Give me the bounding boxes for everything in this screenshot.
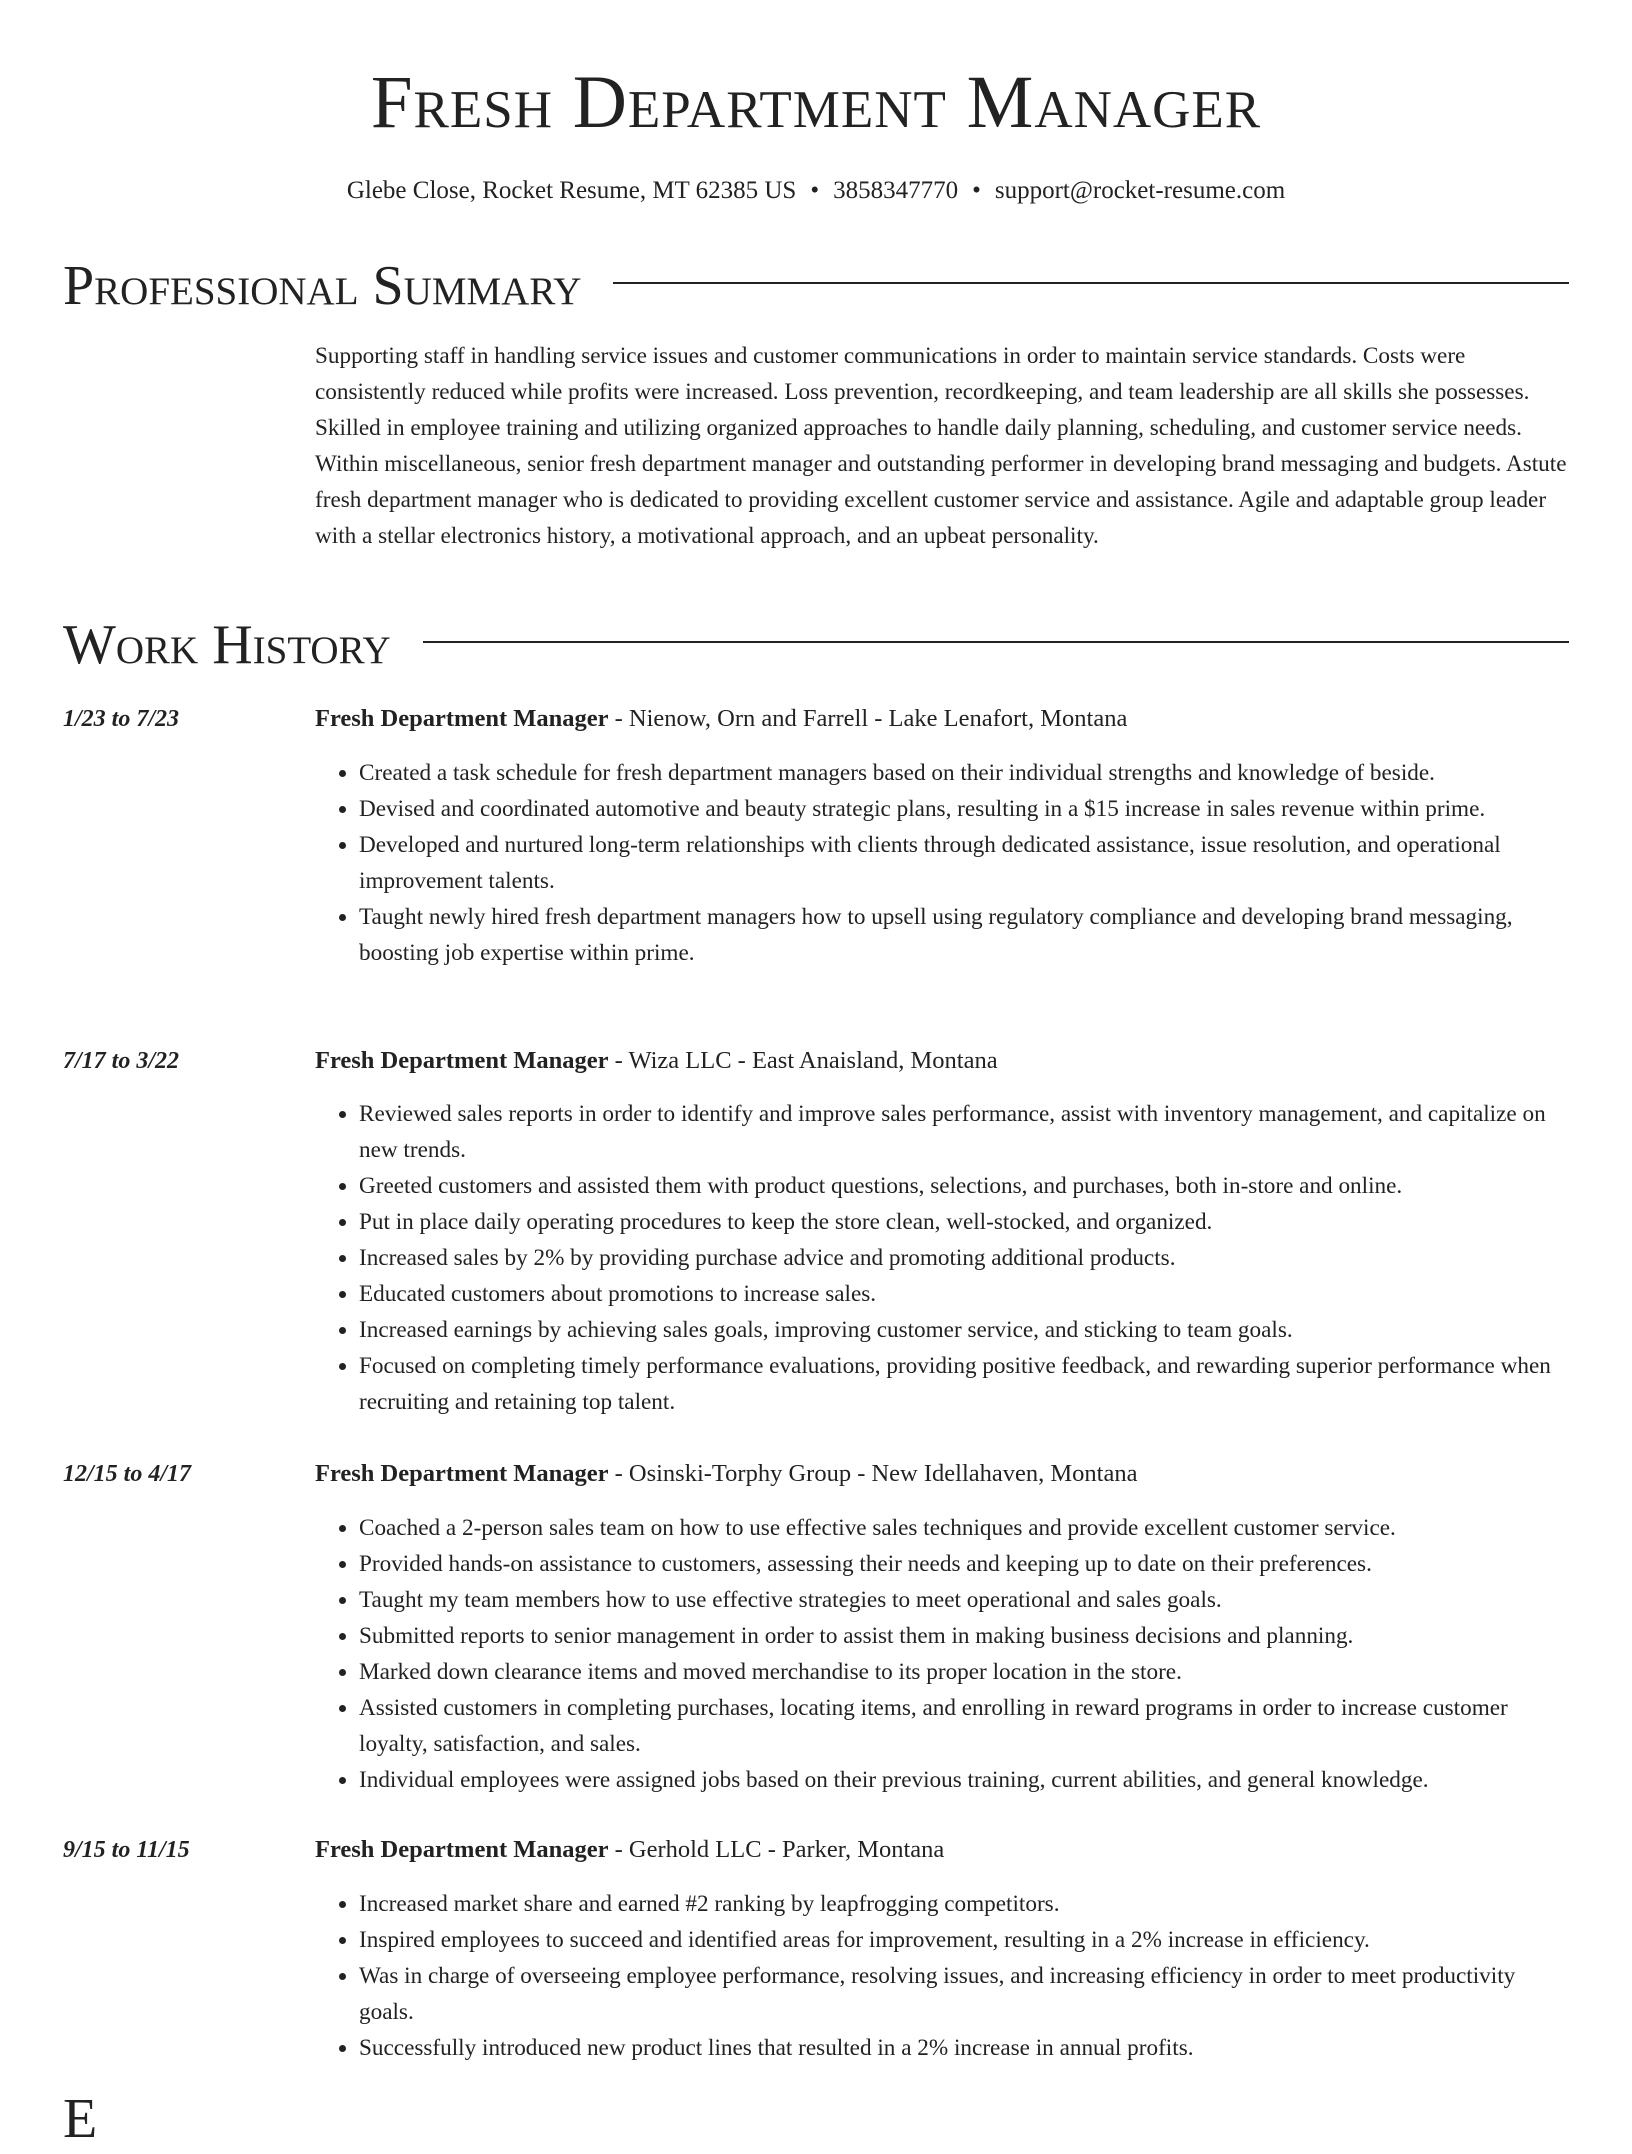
list-item: • Successfully introduced new product lines that resulted in a 2% increase in annual profits. <box>359 2030 1570 2066</box>
summary-text: Supporting staff in handling service issues and customer communications in order to maintain service standards. Costs were consistently reduced while profits were increased. Loss prevention, recordkeeping, and team leadership are all skills she possesses. Skilled in employee training and utilizing organized approaches to handle daily planning, scheduling, and customer service needs. Within miscellaneous, senior fresh department manager and outstanding performer in developing brand messaging and budgets. Astute fresh department manager who is dedicated to providing excellent customer service and assistance. Agile and adaptable group leader with a stellar electronics history, a motivational approach, and an upbeat personality. <box>315 343 1567 549</box>
list-item: • Was in charge of overseeing employee performance, resolving issues, and increasing efficiency in order to meet productivity goals. <box>359 1958 1570 2030</box>
job-dates: 7/17 to 3/22 <box>63 1048 180 1074</box>
job-heading <box>315 701 1570 737</box>
job-dates: 12/15 to 4/17 <box>63 1461 192 1487</box>
contact-phone: 3858347770 <box>833 177 959 204</box>
list-item: • Increased market share and earned #2 ranking by leapfrogging competitors. <box>359 1886 1570 1922</box>
job-bullets <box>315 755 1570 971</box>
job-heading <box>315 1832 1570 1868</box>
work-history-heading: Work History <box>63 614 391 676</box>
resume-name: Fresh Department Manager <box>370 61 1262 144</box>
list-item: • Marked down clearance items and moved merchandise to its proper location in the store. <box>359 1654 1570 1690</box>
summary-heading: Professional Summary <box>63 255 582 317</box>
contact-email: support@rocket-resume.com <box>994 177 1286 204</box>
job-employer: - Nienow, Orn and Farrell - Lake Lenafort, Montana <box>608 705 1128 732</box>
list-item: • Provided hands-on assistance to customers, assessing their needs and keeping up to date on their preferences. <box>359 1546 1570 1582</box>
list-item: • Assisted customers in completing purchases, locating items, and enrolling in reward programs in order to increase customer loyalty, satisfaction, and sales. <box>359 1690 1570 1762</box>
job-title: Fresh Department Manager <box>315 1460 609 1487</box>
list-item: • Increased sales by 2% by providing purchase advice and promoting additional products. <box>359 1240 1570 1276</box>
list-item: • Devised and coordinated automotive and beauty strategic plans, resulting in a $15 increase in sales revenue within prime. <box>359 791 1570 827</box>
list-item: • Inspired employees to succeed and identified areas for improvement, resulting in a 2% increase in efficiency. <box>359 1922 1570 1958</box>
job-title: Fresh Department Manager <box>315 705 609 732</box>
work-history-section-header <box>63 610 1569 680</box>
list-item: • Increased earnings by achieving sales goals, improving customer service, and sticking to team goals. <box>359 1312 1570 1348</box>
list-item: • Submitted reports to senior management in order to assist them in making business decisions and planning. <box>359 1618 1570 1654</box>
contact-separator: • <box>972 177 981 204</box>
list-item: • Reviewed sales reports in order to identify and improve sales performance, assist with inventory management, and capitalize on new trends. <box>359 1096 1570 1168</box>
contact-address: Glebe Close, Rocket Resume, MT 62385 US <box>346 177 797 204</box>
contact-separator: • <box>810 177 820 204</box>
summary-section-header <box>63 251 1569 321</box>
list-item: • Individual employees were assigned jobs based on their previous training, current abilities, and general knowledge. <box>359 1762 1570 1798</box>
job-bullets <box>315 1510 1570 1798</box>
section-divider <box>613 282 1569 284</box>
job-dates: 1/23 to 7/23 <box>63 706 180 732</box>
job-employer: - Osinski-Torphy Group - New Idellahaven, Montana <box>608 1460 1138 1487</box>
list-item: • Coached a 2-person sales team on how to use effective sales techniques and provide excellent customer service. <box>359 1510 1570 1546</box>
list-item: • Created a task schedule for fresh department managers based on their individual strengths and knowledge of beside. <box>359 755 1570 791</box>
section-divider <box>423 641 1569 643</box>
list-item: • Educated customers about promotions to increase sales. <box>359 1276 1570 1312</box>
job-dates: 9/15 to 11/15 <box>63 1837 190 1863</box>
list-item: • Taught my team members how to use effective strategies to meet operational and sales goals. <box>359 1582 1570 1618</box>
next-section-heading-partial: E <box>63 2088 98 2150</box>
job-title: Fresh Department Manager <box>315 1836 609 1863</box>
list-item: • Focused on completing timely performance evaluations, providing positive feedback, and rewarding superior performance when recruiting and retaining top talent. <box>359 1348 1570 1420</box>
job-heading <box>315 1043 1570 1079</box>
list-item: • Greeted customers and assisted them with product questions, selections, and purchases, both in-store and online. <box>359 1168 1570 1204</box>
list-item: • Developed and nurtured long-term relationships with clients through dedicated assistance, issue resolution, and operational improvement talents. <box>359 827 1570 899</box>
job-heading <box>315 1456 1570 1492</box>
list-item: • Taught newly hired fresh department managers how to upsell using regulatory compliance and developing brand messaging, boosting job expertise within prime. <box>359 899 1570 971</box>
job-title: Fresh Department Manager <box>315 1047 609 1074</box>
contact-line <box>0 174 1632 208</box>
job-bullets <box>315 1886 1570 2066</box>
job-bullets <box>315 1096 1570 1420</box>
job-employer: - Gerhold LLC - Parker, Montana <box>608 1836 945 1863</box>
list-item: • Put in place daily operating procedures to keep the store clean, well-stocked, and organized. <box>359 1204 1570 1240</box>
job-employer: - Wiza LLC - East Anaisland, Montana <box>608 1047 998 1074</box>
